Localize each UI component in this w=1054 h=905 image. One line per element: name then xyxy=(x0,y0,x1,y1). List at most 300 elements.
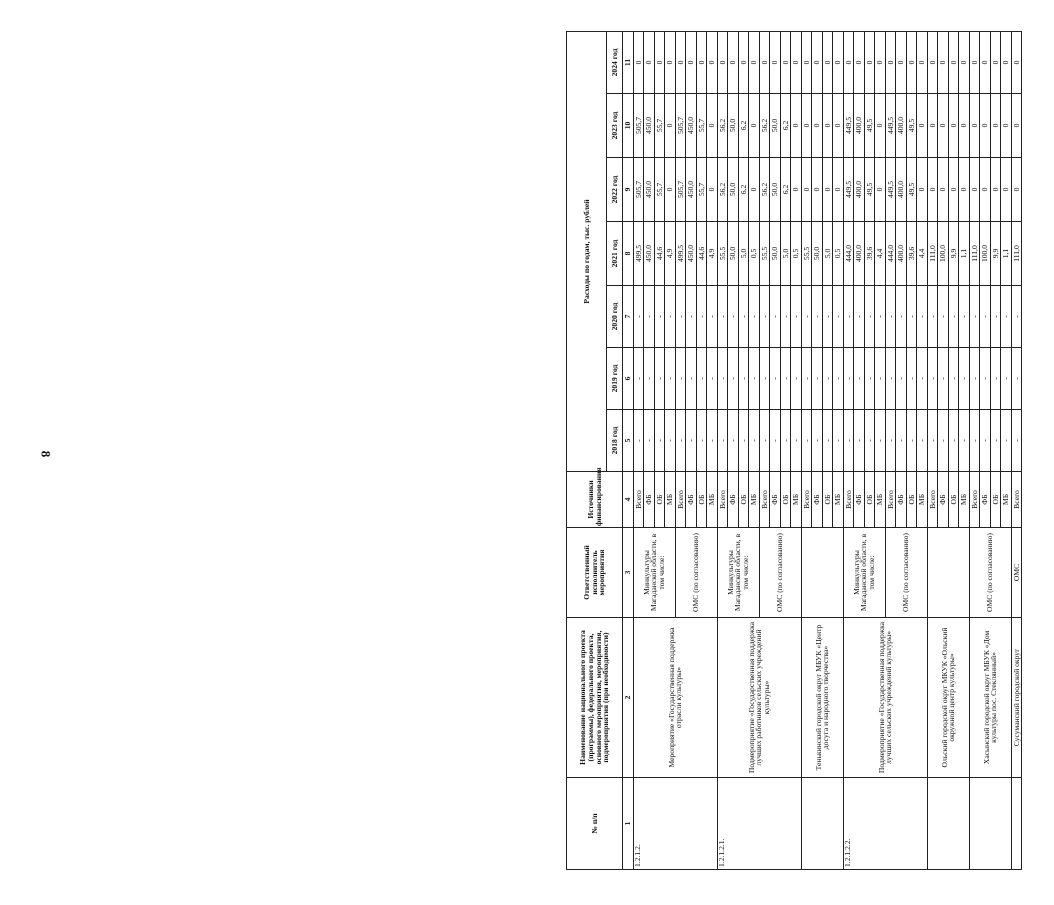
expense-value: 0 xyxy=(770,31,781,93)
expense-value: - xyxy=(812,286,823,348)
expense-value: - xyxy=(728,410,739,472)
expense-value: 0 xyxy=(833,158,844,222)
funding-source: МБ xyxy=(665,472,676,528)
expense-value: - xyxy=(969,286,980,348)
expense-value: 111,0 xyxy=(969,222,980,286)
funding-source: МБ xyxy=(917,472,928,528)
expense-value: 0 xyxy=(969,94,980,158)
expense-value: 9,9 xyxy=(948,222,959,286)
expense-value: 1,1 xyxy=(959,222,970,286)
expense-value: - xyxy=(896,286,907,348)
expense-value: - xyxy=(780,410,791,472)
expense-value: - xyxy=(770,410,781,472)
expense-value: 0 xyxy=(843,31,854,93)
expense-value: 0 xyxy=(822,158,833,222)
expense-value: - xyxy=(938,410,949,472)
expense-value: 39,6 xyxy=(906,222,917,286)
expense-value: 0 xyxy=(749,158,760,222)
expense-value: 56,2 xyxy=(717,158,728,222)
expense-value: 0 xyxy=(707,94,718,158)
expense-value: 49,5 xyxy=(906,158,917,222)
expense-value: 0 xyxy=(644,31,655,93)
expense-value: - xyxy=(801,286,812,348)
expense-value: 0 xyxy=(959,31,970,93)
expense-value: - xyxy=(812,348,823,410)
expense-value: 0 xyxy=(896,31,907,93)
expense-value: 0 xyxy=(791,158,802,222)
expense-value: - xyxy=(864,286,875,348)
expense-value: 4,9 xyxy=(665,222,676,286)
rotated-table-container xyxy=(566,32,1054,870)
expense-value: 56,2 xyxy=(717,94,728,158)
expense-value: 449,5 xyxy=(885,158,896,222)
expense-value: - xyxy=(969,410,980,472)
row-number xyxy=(969,778,1011,870)
expense-value: 0 xyxy=(990,94,1001,158)
column-number: 2 xyxy=(623,618,634,778)
funding-source: ФБ xyxy=(728,472,739,528)
expense-value: 0 xyxy=(990,31,1001,93)
expense-value: 56,2 xyxy=(759,158,770,222)
funding-source: МБ xyxy=(707,472,718,528)
header-exec: Ответственный исполнитель мероприятия xyxy=(567,528,623,618)
funding-source: ОБ xyxy=(780,472,791,528)
expense-value: - xyxy=(843,348,854,410)
expense-value: 0 xyxy=(801,31,812,93)
expense-value: - xyxy=(906,410,917,472)
expense-value: 5,0 xyxy=(780,222,791,286)
expense-value: - xyxy=(1001,348,1012,410)
expense-value: - xyxy=(686,348,697,410)
header-year: 2018 год xyxy=(607,410,623,472)
expense-value: - xyxy=(948,348,959,410)
column-number: 6 xyxy=(623,348,634,410)
expense-value: 0 xyxy=(885,31,896,93)
expense-value: - xyxy=(717,286,728,348)
expense-value: - xyxy=(717,410,728,472)
expense-value: - xyxy=(675,286,686,348)
expense-value: 50,0 xyxy=(728,158,739,222)
expense-value: - xyxy=(843,410,854,472)
expense-value: 5,0 xyxy=(822,222,833,286)
expense-value: 450,0 xyxy=(644,94,655,158)
expense-value: - xyxy=(990,348,1001,410)
expense-value: 400,0 xyxy=(854,158,865,222)
expense-value: 505,7 xyxy=(675,94,686,158)
expense-value: - xyxy=(969,348,980,410)
expense-value: - xyxy=(791,286,802,348)
expense-value: 400,0 xyxy=(854,94,865,158)
expense-value: - xyxy=(1011,286,1022,348)
expense-value: 1,1 xyxy=(1001,222,1012,286)
expense-value: 55,5 xyxy=(801,222,812,286)
expense-value: 50,0 xyxy=(770,158,781,222)
expense-value: 55,5 xyxy=(717,222,728,286)
expense-value: 6,2 xyxy=(780,94,791,158)
expense-value: - xyxy=(759,348,770,410)
expense-value: - xyxy=(738,286,749,348)
row-number: 1.2.1.2.1. xyxy=(717,778,801,870)
expense-value: 55,5 xyxy=(759,222,770,286)
expense-value: 50,0 xyxy=(770,94,781,158)
funding-source: ОБ xyxy=(738,472,749,528)
funding-source: ОБ xyxy=(990,472,1001,528)
expense-value: 50,0 xyxy=(728,94,739,158)
funding-source: МБ xyxy=(959,472,970,528)
funding-source: ФБ xyxy=(644,472,655,528)
funding-source: ОБ xyxy=(654,472,665,528)
expense-value: 0 xyxy=(791,31,802,93)
expense-value: 0 xyxy=(864,31,875,93)
expense-value: 0 xyxy=(812,31,823,93)
expense-value: 4,4 xyxy=(875,222,886,286)
expense-value: - xyxy=(801,410,812,472)
measure-name: Тенькинский городской округ МБУК «Центр досуга и народного творчества» xyxy=(801,618,843,778)
expense-value: 0 xyxy=(917,158,928,222)
funding-source: ФБ xyxy=(896,472,907,528)
measure-name: Сусуманский городской округ xyxy=(1011,618,1022,778)
expense-value: - xyxy=(990,410,1001,472)
expense-value: - xyxy=(749,348,760,410)
expense-value: 50,0 xyxy=(770,222,781,286)
column-number: 3 xyxy=(623,528,634,618)
header-year: 2024 год xyxy=(607,31,623,93)
expense-value: - xyxy=(759,286,770,348)
expense-value: 0 xyxy=(833,94,844,158)
column-number: 10 xyxy=(623,94,634,158)
expense-value: 0 xyxy=(759,31,770,93)
expense-value: 6,2 xyxy=(780,158,791,222)
expense-value: 0 xyxy=(948,94,959,158)
expense-value: 55,7 xyxy=(654,94,665,158)
page-number: 8 xyxy=(38,450,54,458)
expense-value: 0 xyxy=(791,94,802,158)
expense-value: 49,5 xyxy=(906,94,917,158)
expense-value: 0 xyxy=(959,94,970,158)
expense-value: - xyxy=(717,348,728,410)
expense-value: 450,0 xyxy=(686,158,697,222)
funding-source: Всего xyxy=(1011,472,1022,528)
expense-value: 0 xyxy=(1001,31,1012,93)
expense-value: 505,7 xyxy=(675,158,686,222)
expense-value: - xyxy=(917,348,928,410)
expense-value: - xyxy=(728,286,739,348)
expense-value: - xyxy=(759,410,770,472)
funding-source: Всего xyxy=(717,472,728,528)
expense-value: - xyxy=(1001,286,1012,348)
header-expenses: Расходы по годам, тыс. рублей xyxy=(567,31,607,471)
expense-value: - xyxy=(665,286,676,348)
measure-name: Мероприятие «Государственная поддержка отрасли культуры» xyxy=(633,618,717,778)
expense-value: 0 xyxy=(707,31,718,93)
funding-source: ОБ xyxy=(696,472,707,528)
expense-value: - xyxy=(896,410,907,472)
expense-value: - xyxy=(875,410,886,472)
expense-value: 0 xyxy=(633,31,644,93)
expense-value: 449,5 xyxy=(843,94,854,158)
expense-value: 499,5 xyxy=(675,222,686,286)
expense-value: - xyxy=(633,410,644,472)
expense-value: 0 xyxy=(969,158,980,222)
expense-value: - xyxy=(770,286,781,348)
expense-value: - xyxy=(822,348,833,410)
expense-value: - xyxy=(948,410,959,472)
expense-value: - xyxy=(927,286,938,348)
column-number: 11 xyxy=(623,31,634,93)
expense-value: 0 xyxy=(801,158,812,222)
executor xyxy=(927,528,969,618)
expense-value: 0 xyxy=(696,31,707,93)
expense-value: 0 xyxy=(780,31,791,93)
expense-value: - xyxy=(990,286,1001,348)
funding-source: МБ xyxy=(833,472,844,528)
expense-value: - xyxy=(780,286,791,348)
expense-value: 0 xyxy=(917,31,928,93)
expense-value: 0,5 xyxy=(791,222,802,286)
expense-value: 0 xyxy=(854,31,865,93)
expense-value: 100,0 xyxy=(938,222,949,286)
expense-value: 450,0 xyxy=(686,94,697,158)
expense-value: - xyxy=(665,410,676,472)
expense-value: - xyxy=(686,286,697,348)
expense-value: 0 xyxy=(927,94,938,158)
table-row xyxy=(801,31,812,869)
expense-value: - xyxy=(875,286,886,348)
expense-value: - xyxy=(959,410,970,472)
expense-value: - xyxy=(644,410,655,472)
expense-value: 0 xyxy=(927,158,938,222)
expense-value: - xyxy=(854,410,865,472)
expense-value: 0 xyxy=(801,94,812,158)
expense-value: - xyxy=(791,410,802,472)
row-number xyxy=(1011,778,1022,870)
column-number: 5 xyxy=(623,410,634,472)
column-number: 9 xyxy=(623,158,634,222)
table-row xyxy=(969,31,980,869)
expense-value: - xyxy=(833,286,844,348)
expense-value: 0 xyxy=(812,158,823,222)
expense-value: - xyxy=(843,286,854,348)
funding-source: Всего xyxy=(969,472,980,528)
column-number: 8 xyxy=(623,222,634,286)
funding-source: ФБ xyxy=(854,472,865,528)
expense-value: - xyxy=(906,348,917,410)
expense-value: - xyxy=(885,410,896,472)
row-number: 1.2.1.2.2. xyxy=(843,778,927,870)
expense-value: 0 xyxy=(686,31,697,93)
expense-value: 55,7 xyxy=(696,94,707,158)
expense-value: - xyxy=(749,286,760,348)
expense-value: - xyxy=(654,410,665,472)
funding-source: МБ xyxy=(791,472,802,528)
expense-value: - xyxy=(833,348,844,410)
expense-value: 39,6 xyxy=(864,222,875,286)
expense-value: - xyxy=(801,348,812,410)
expense-value: 0 xyxy=(822,94,833,158)
funding-source: Всего xyxy=(843,472,854,528)
expense-value: - xyxy=(1011,348,1022,410)
expense-value: - xyxy=(633,286,644,348)
header-year: 2020 год xyxy=(607,286,623,348)
expense-value: - xyxy=(707,286,718,348)
expense-value: 0 xyxy=(665,94,676,158)
expense-value: 0 xyxy=(717,31,728,93)
expense-value: 0 xyxy=(948,31,959,93)
funding-source: МБ xyxy=(1001,472,1012,528)
expense-value: 6,2 xyxy=(738,94,749,158)
expense-value: 0 xyxy=(948,158,959,222)
expense-value: - xyxy=(728,348,739,410)
expense-value: 4,4 xyxy=(917,222,928,286)
expense-value: 111,0 xyxy=(927,222,938,286)
expense-value: - xyxy=(675,348,686,410)
executor: Минкультуры Магаданской области, в том числе: xyxy=(633,528,675,618)
executor: ОМС (по согласованию) xyxy=(675,528,717,618)
expense-value: 0 xyxy=(728,31,739,93)
funding-source: Всего xyxy=(801,472,812,528)
expense-value: - xyxy=(822,286,833,348)
expense-value: 0 xyxy=(675,31,686,93)
expense-value: - xyxy=(896,348,907,410)
expense-value: - xyxy=(854,348,865,410)
funding-source: ФБ xyxy=(686,472,697,528)
expense-value: - xyxy=(749,410,760,472)
expense-value: - xyxy=(707,348,718,410)
expense-value: - xyxy=(654,286,665,348)
expense-value: 0 xyxy=(938,158,949,222)
row-number: 1.2.1.2. xyxy=(633,778,717,870)
expense-value: 0 xyxy=(969,31,980,93)
expense-value: - xyxy=(696,348,707,410)
expense-value: - xyxy=(948,286,959,348)
expense-value: 0,5 xyxy=(749,222,760,286)
expense-value: 444,0 xyxy=(843,222,854,286)
expense-value: - xyxy=(885,348,896,410)
expense-value: 55,7 xyxy=(654,158,665,222)
expense-value: 0 xyxy=(1011,158,1022,222)
expense-value: 0 xyxy=(875,31,886,93)
header-num: № п/п xyxy=(567,778,623,870)
table-row xyxy=(1011,31,1022,869)
expense-value: 450,0 xyxy=(644,158,655,222)
expense-value: - xyxy=(864,348,875,410)
expense-value: 9,9 xyxy=(990,222,1001,286)
funding-source: ОБ xyxy=(864,472,875,528)
funding-source: Всего xyxy=(759,472,770,528)
expense-value: 0,5 xyxy=(833,222,844,286)
measure-name: Подмероприятие «Государственная поддержка лучших работников сельских учреждений культуры» xyxy=(717,618,801,778)
funding-source: Всего xyxy=(675,472,686,528)
expense-value: 444,0 xyxy=(885,222,896,286)
executor: ОМС (по согласованию) xyxy=(759,528,801,618)
executor: Минкультуры Магаданской области, в том числе: xyxy=(717,528,759,618)
funding-source: МБ xyxy=(749,472,760,528)
expense-value: - xyxy=(959,348,970,410)
header-year: 2021 год xyxy=(607,222,623,286)
expense-value: 0 xyxy=(906,31,917,93)
executor xyxy=(801,528,843,618)
measure-name: Подмероприятие «Государственная поддержка лучших сельских учреждений культуры» xyxy=(843,618,927,778)
table-row xyxy=(843,31,854,869)
expense-value: - xyxy=(822,410,833,472)
expense-value: - xyxy=(1001,410,1012,472)
expense-value: - xyxy=(980,348,991,410)
expense-value: 0 xyxy=(938,31,949,93)
expense-value: - xyxy=(885,286,896,348)
funding-source: Всего xyxy=(633,472,644,528)
row-number xyxy=(801,778,843,870)
column-number: 4 xyxy=(623,472,634,528)
executor: ОМС (по согласованию) xyxy=(969,528,1011,618)
expense-value: 0 xyxy=(1011,94,1022,158)
expense-value: - xyxy=(644,348,655,410)
expense-value: 111,0 xyxy=(1011,222,1022,286)
expense-value: 0 xyxy=(749,31,760,93)
expense-value: - xyxy=(959,286,970,348)
expense-value: 0 xyxy=(990,158,1001,222)
expense-value: 0 xyxy=(822,31,833,93)
expense-value: 55,7 xyxy=(696,158,707,222)
expense-value: - xyxy=(780,348,791,410)
expense-value: - xyxy=(864,410,875,472)
expense-value: 0 xyxy=(1011,31,1022,93)
expense-value: 499,5 xyxy=(633,222,644,286)
expense-value: 0 xyxy=(654,31,665,93)
expense-value: 0 xyxy=(875,158,886,222)
expense-value: 44,6 xyxy=(654,222,665,286)
expense-value: - xyxy=(1011,410,1022,472)
column-number: 7 xyxy=(623,286,634,348)
expense-value: - xyxy=(938,286,949,348)
expense-value: 0 xyxy=(980,94,991,158)
expense-value: 450,0 xyxy=(686,222,697,286)
expense-value: 0 xyxy=(917,94,928,158)
expense-value: - xyxy=(812,410,823,472)
funding-source: ОБ xyxy=(822,472,833,528)
expense-value: 505,7 xyxy=(633,94,644,158)
funding-source: Всего xyxy=(927,472,938,528)
funding-source: ФБ xyxy=(938,472,949,528)
expense-value: 0 xyxy=(1001,94,1012,158)
expense-value: - xyxy=(875,348,886,410)
measure-name: Ольский городской округ МКУК «Ольский окружной центр культуры» xyxy=(927,618,969,778)
expense-value: 0 xyxy=(980,158,991,222)
expense-value: 449,5 xyxy=(843,158,854,222)
expense-value: 400,0 xyxy=(896,94,907,158)
header-name: Наименование национального проекта (программы), федерального проекта, основного мероприятия, мероприятия, подмероприятия (при необходимости) xyxy=(567,618,623,778)
expense-value: - xyxy=(675,410,686,472)
expense-value: 0 xyxy=(749,94,760,158)
expense-value: 6,2 xyxy=(738,158,749,222)
expense-value: - xyxy=(980,286,991,348)
expense-value: 400,0 xyxy=(896,222,907,286)
header-year: 2022 год xyxy=(607,158,623,222)
expense-value: - xyxy=(854,286,865,348)
table-row xyxy=(927,31,938,869)
measure-name: Хасынский городской округ МБУК «Дом культуры пос. Стеклянный» xyxy=(969,618,1011,778)
expense-value: - xyxy=(906,286,917,348)
expense-value: 100,0 xyxy=(980,222,991,286)
executor: ОМС (по согласованию) xyxy=(885,528,927,618)
funding-source: ОБ xyxy=(948,472,959,528)
funding-source: Всего xyxy=(885,472,896,528)
expense-value: 0 xyxy=(959,158,970,222)
expense-value: 0 xyxy=(665,158,676,222)
header-year: 2023 год xyxy=(607,94,623,158)
funding-source: ФБ xyxy=(812,472,823,528)
funding-source: ФБ xyxy=(770,472,781,528)
expense-value: 0 xyxy=(738,31,749,93)
